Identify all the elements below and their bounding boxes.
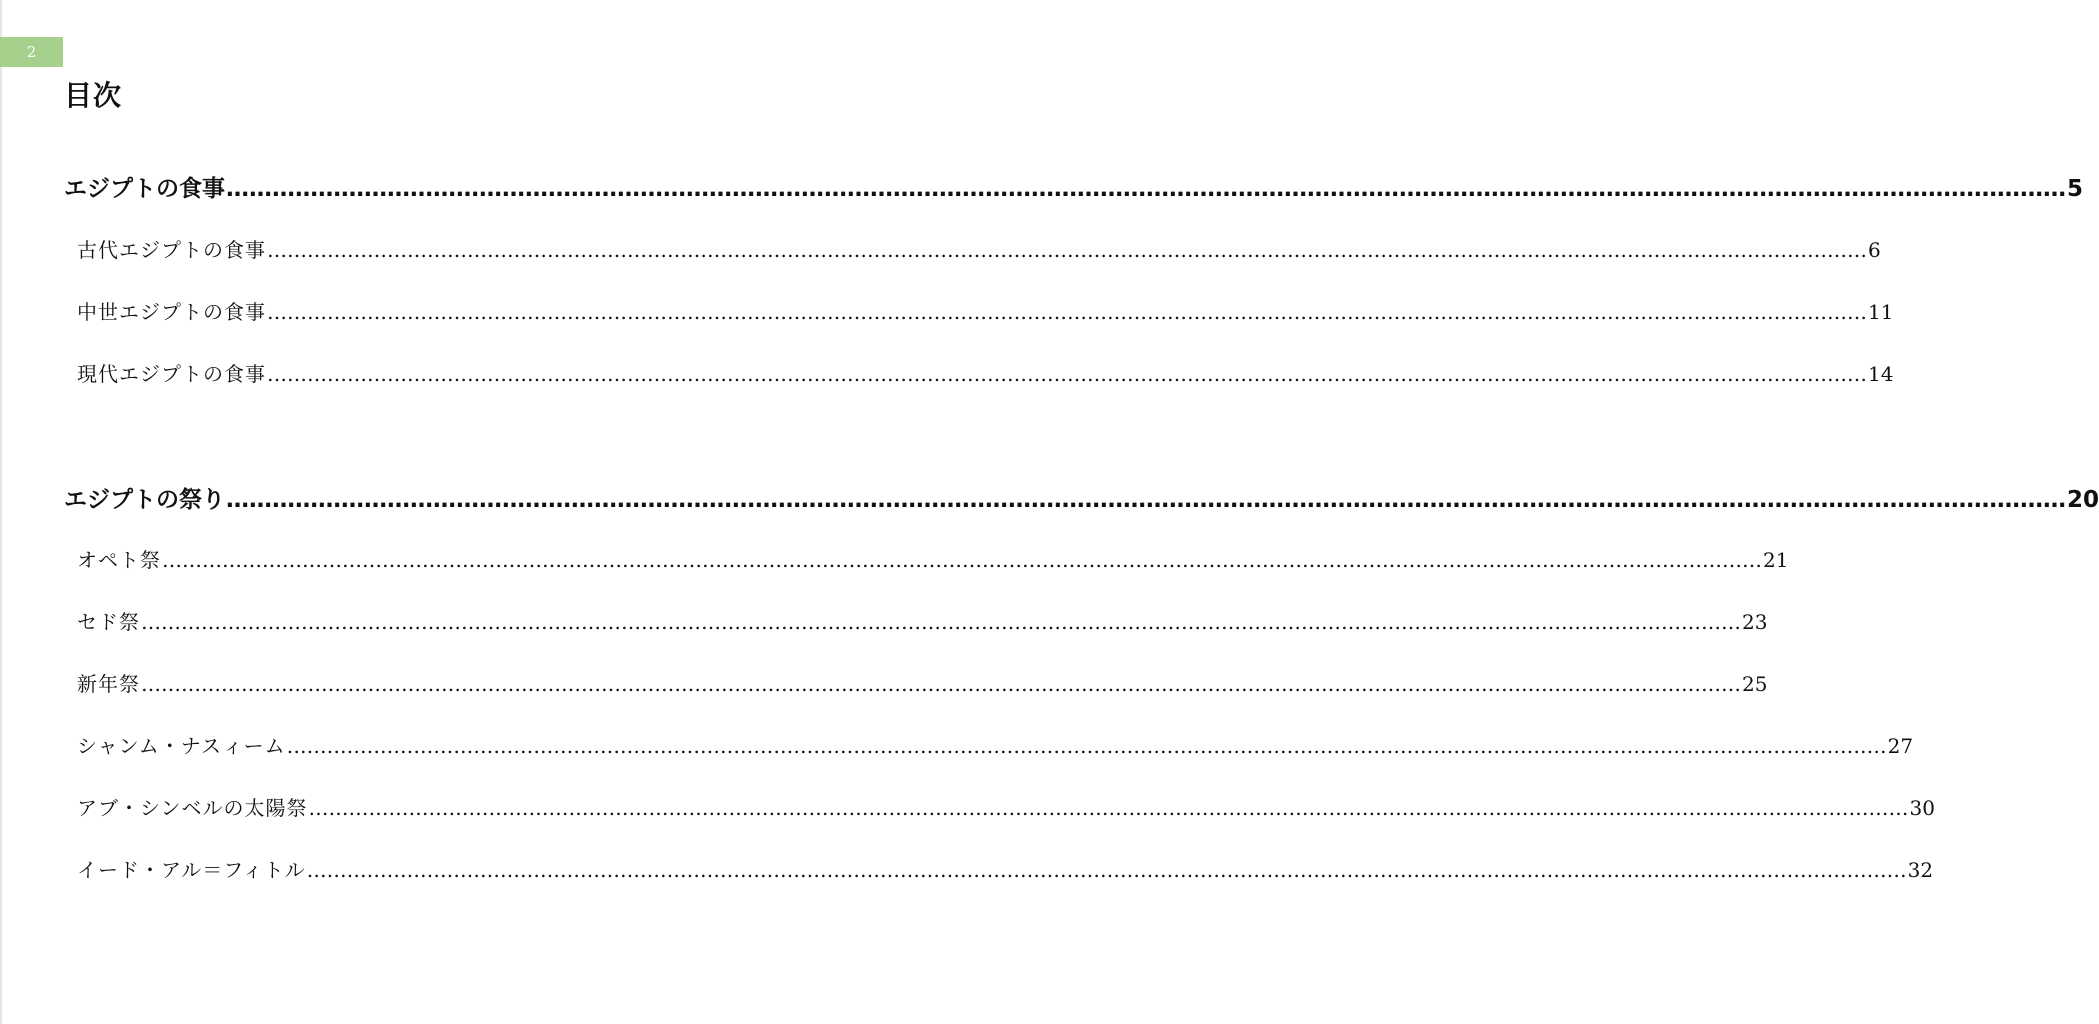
toc-item-label: オペト祭 [77, 548, 161, 572]
toc-item[interactable] [77, 854, 1934, 883]
toc-item-page: 32 [1907, 858, 1934, 882]
dot-leader: …………………………………………………………………………………………………………………………………………………………………………………………………………………… [226, 487, 2066, 513]
toc-item[interactable] [77, 730, 1914, 759]
toc-item-label: 中世エジプトの食事 [77, 300, 266, 324]
toc-section-page: 20 [2067, 487, 2099, 513]
toc-item[interactable] [77, 358, 1894, 387]
dot-leader: …………………………………………………………………………………………………………………………………………………………………………………………………………………… [286, 734, 1887, 758]
toc-item[interactable] [77, 296, 1894, 325]
dot-leader: …………………………………………………………………………………………………………………………………………………………………………………………………………………… [141, 672, 1741, 696]
toc-section-label: エジプトの祭り [64, 487, 225, 513]
toc-section-label: エジプトの食事 [64, 176, 225, 202]
page-title: 目次 [64, 79, 123, 112]
dot-leader: …………………………………………………………………………………………………………………………………………………………………………………………………………………… [267, 362, 1867, 386]
toc-item-label: 現代エジプトの食事 [77, 362, 266, 386]
dot-leader: …………………………………………………………………………………………………………………………………………………………………………………………………………………… [162, 548, 1762, 572]
toc-item-page: 30 [1909, 796, 1935, 820]
dot-leader: …………………………………………………………………………………………………………………………………………………………………………………………………………………… [267, 238, 1867, 262]
toc-item[interactable] [77, 792, 1935, 821]
toc-section-page: 5 [2067, 176, 2084, 202]
toc-item-label: 新年祭 [77, 672, 140, 696]
toc-item-label: シャンム・ナスィーム [77, 734, 286, 758]
toc-item-page: 14 [1868, 362, 1894, 386]
toc-item-label: アブ・シンベルの太陽祭 [77, 796, 308, 820]
toc-item-page: 23 [1742, 610, 1768, 634]
toc-item-label: イード・アル＝フィトル [77, 858, 306, 882]
toc-item-page: 21 [1763, 548, 1789, 572]
toc-item-label: セド祭 [77, 610, 140, 634]
toc-item[interactable] [77, 234, 1881, 263]
toc-item-label: 古代エジプトの食事 [77, 238, 266, 262]
dot-leader: …………………………………………………………………………………………………………………………………………………………………………………………………………………… [141, 610, 1741, 634]
dot-leader: …………………………………………………………………………………………………………………………………………………………………………………………………………………… [308, 796, 1909, 820]
dot-leader: …………………………………………………………………………………………………………………………………………………………………………………………………………………… [226, 176, 2066, 202]
dot-leader: …………………………………………………………………………………………………………………………………………………………………………………………………………………… [306, 858, 1907, 882]
toc-section-food[interactable] [64, 170, 2084, 203]
page-edge [0, 0, 2, 1024]
toc-item-page: 27 [1887, 734, 1914, 758]
dot-leader: …………………………………………………………………………………………………………………………………………………………………………………………………………………… [267, 300, 1867, 324]
toc-item-page: 25 [1742, 672, 1768, 696]
toc-item[interactable] [77, 606, 1768, 635]
toc-item[interactable] [77, 668, 1768, 697]
toc-section-festivals[interactable] [64, 481, 2099, 514]
toc-item[interactable] [77, 544, 1789, 573]
page-number-badge: 2 [0, 37, 63, 67]
toc-item-page: 6 [1868, 238, 1881, 262]
toc-item-page: 11 [1868, 300, 1894, 324]
